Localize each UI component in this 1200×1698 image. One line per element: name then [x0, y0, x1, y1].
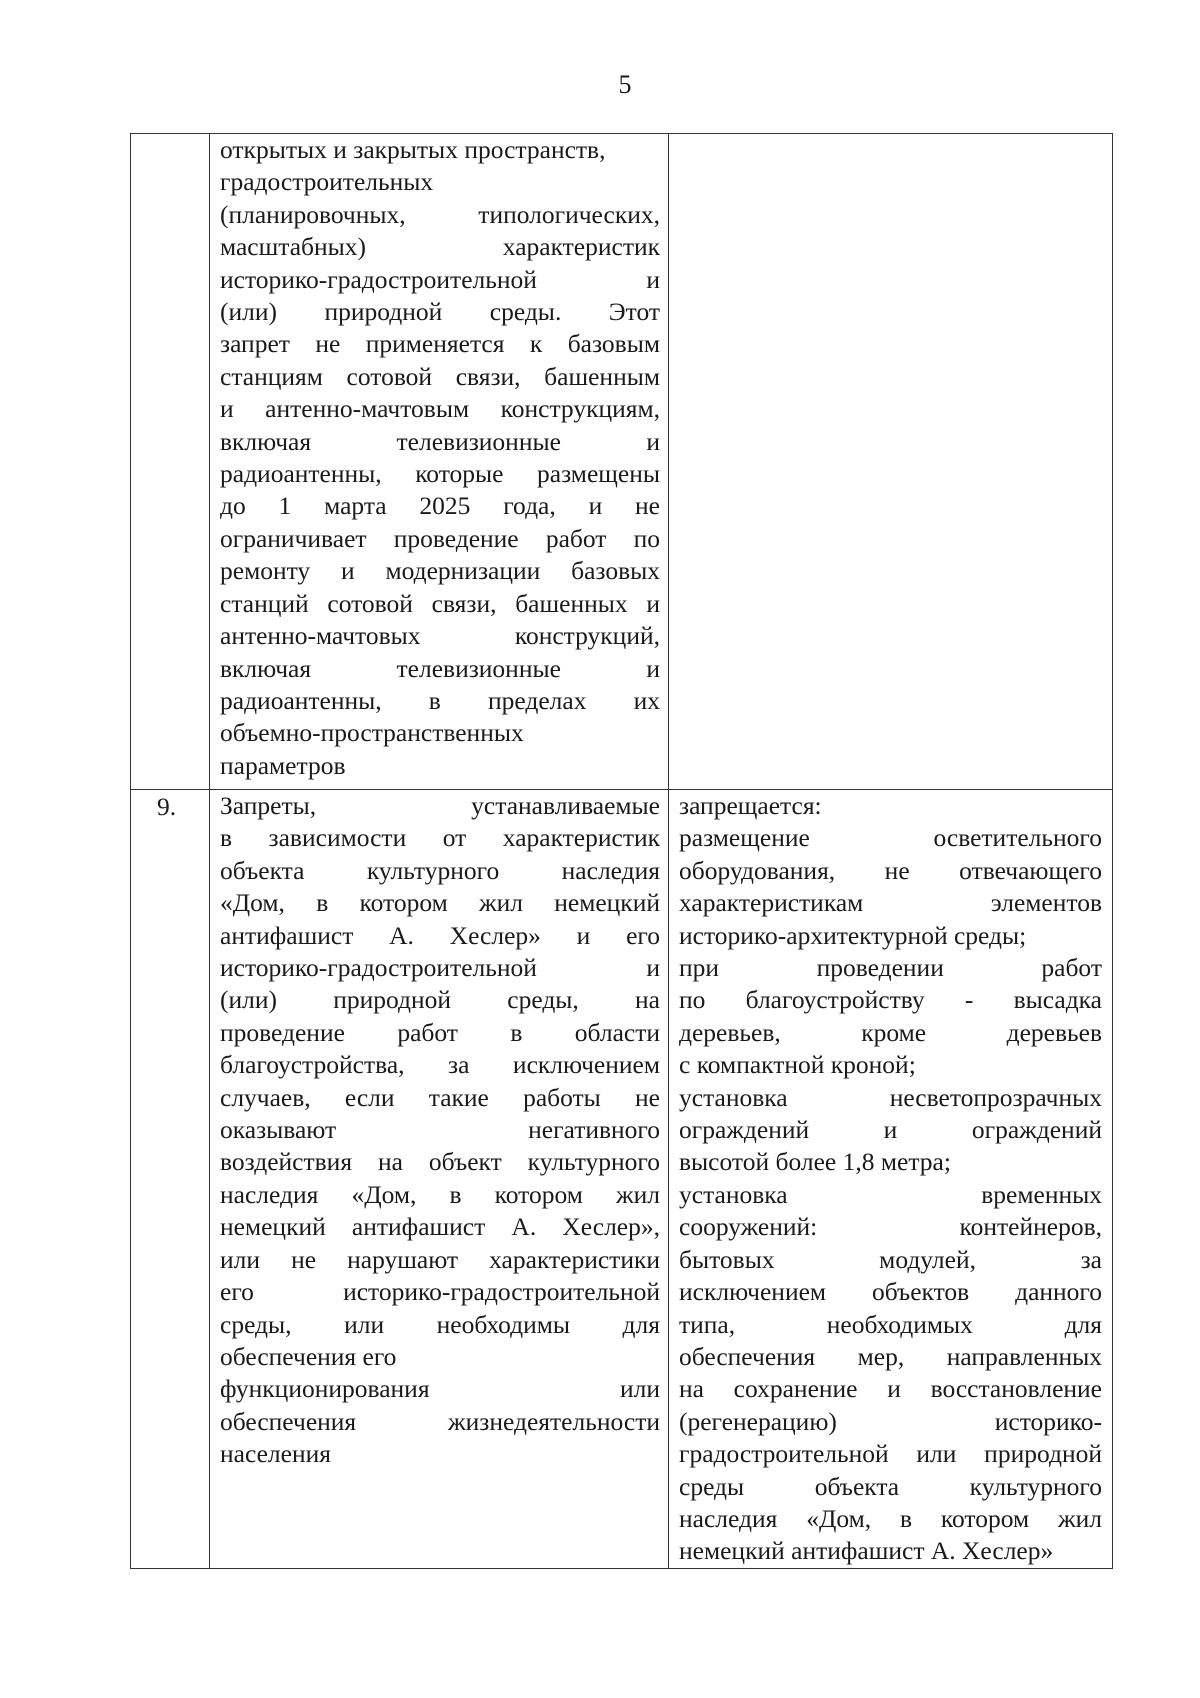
text-line: населения [220, 1439, 331, 1469]
text-line: (планировочных, типологических, [220, 199, 660, 229]
text-line: запрещается: [679, 791, 822, 820]
text-line: «Дом, в котором жил немецкий [220, 888, 660, 918]
text-line: обеспечения жизнедеятельности [220, 1406, 660, 1436]
text-line: антенно-мачтовых конструкций, [220, 621, 660, 651]
text-line: радиоантенны, которые размещены [220, 459, 660, 489]
text-line: (или) природной среды, на [220, 985, 660, 1015]
text-line: воздействия на объект культурного [220, 1147, 660, 1177]
text-line: функционирования или [220, 1374, 660, 1404]
text-line: (или) природной среды. Этот [220, 297, 660, 327]
regulations-table [130, 133, 1113, 1569]
text-line: историко-градостроительной и [220, 264, 660, 294]
text-line: размещение осветительного [679, 823, 1102, 853]
table-row [131, 790, 1113, 1569]
text-line: типа, необходимых для [679, 1309, 1102, 1339]
text-line: оказывают негативного [220, 1115, 660, 1145]
text-line: антифашист А. Хеслер» и его [220, 920, 660, 950]
text-line: Запреты, устанавливаемые [220, 791, 660, 820]
text-line: градостроительной или природной [679, 1439, 1102, 1469]
text-line: по благоустройству - высадка [679, 985, 1102, 1015]
text-line: установка временных [679, 1179, 1102, 1209]
text-line: ограждений и ограждений [679, 1115, 1102, 1145]
text-line: немецкий антифашист А. Хеслер», [220, 1212, 660, 1242]
text-line: градостроительных [220, 167, 434, 197]
text-line: обеспечения мер, направленных [679, 1341, 1102, 1371]
text-line: (регенерацию) историко- [679, 1406, 1102, 1436]
text-line: благоустройства, за исключением [220, 1050, 660, 1080]
text-line: исключением объектов данного [679, 1277, 1102, 1307]
text-line: наследия «Дом, в котором жил [220, 1179, 660, 1209]
text-line: проведение работ в области [220, 1017, 660, 1047]
text-line: среды, или необходимы для [220, 1309, 660, 1339]
text-line: при проведении работ [679, 953, 1102, 983]
text-line: обеспечения его [220, 1341, 397, 1371]
text-line: станциям сотовой связи, башенным [220, 361, 660, 391]
text-line: включая телевизионные и [220, 426, 660, 456]
text-line: высотой более 1,8 метра; [679, 1147, 951, 1177]
text-line: историко-градостроительной и [220, 953, 660, 983]
text-line: наследия «Дом, в котором жил [679, 1503, 1102, 1533]
text-line: ограничивает проведение работ по [220, 523, 660, 553]
text-line: установка несветопрозрачных [679, 1082, 1102, 1112]
text-line: в зависимости от характеристик [220, 823, 660, 853]
text-line: бытовых модулей, за [679, 1244, 1102, 1274]
text-line: среды объекта культурного [679, 1471, 1102, 1501]
text-line: станций сотовой связи, башенных и [220, 588, 660, 618]
text-line: ремонту и модернизации базовых [220, 556, 660, 586]
restriction-text-cell [210, 790, 669, 1569]
text-line: случаев, если такие работы не [220, 1082, 660, 1112]
text-line: его историко-градостроительной [220, 1277, 660, 1307]
row-number-cell [131, 134, 210, 790]
text-line: сооружений: контейнеров, [679, 1212, 1102, 1242]
text-line: историко-архитектурной среды; [679, 920, 1027, 950]
page-number: 5 [618, 70, 632, 99]
text-line: характеристикам элементов [679, 888, 1102, 918]
text-line: немецкий антифашист А. Хеслер» [679, 1536, 1054, 1566]
text-line: открытых и закрытых пространств, [220, 135, 606, 164]
text-line: деревьев, кроме деревьев [679, 1017, 1102, 1047]
text-line: с компактной кроной; [679, 1050, 916, 1080]
text-line: на сохранение и восстановление [679, 1374, 1102, 1404]
text-line: параметров [220, 750, 346, 780]
text-line: и антенно-мачтовым конструкциям, [220, 394, 660, 424]
prohibition-cell [669, 134, 1113, 790]
row-number-cell: 9. [131, 790, 210, 1569]
text-line: до 1 марта 2025 года, и не [220, 491, 660, 521]
prohibition-cell [669, 790, 1113, 1569]
text-line: масштабных) характеристик [220, 232, 660, 262]
text-line: запрет не применяется к базовым [220, 329, 660, 359]
text-line: радиоантенны, в пределах их [220, 685, 660, 715]
text-line: объемно-пространственных [220, 718, 524, 748]
restriction-text-cell [210, 134, 669, 790]
text-line: или не нарушают характеристики [220, 1244, 660, 1274]
text-line: оборудования, не отвечающего [679, 855, 1102, 885]
text-line: объекта культурного наследия [220, 855, 660, 885]
table-row [131, 134, 1113, 790]
text-line: включая телевизионные и [220, 653, 660, 683]
